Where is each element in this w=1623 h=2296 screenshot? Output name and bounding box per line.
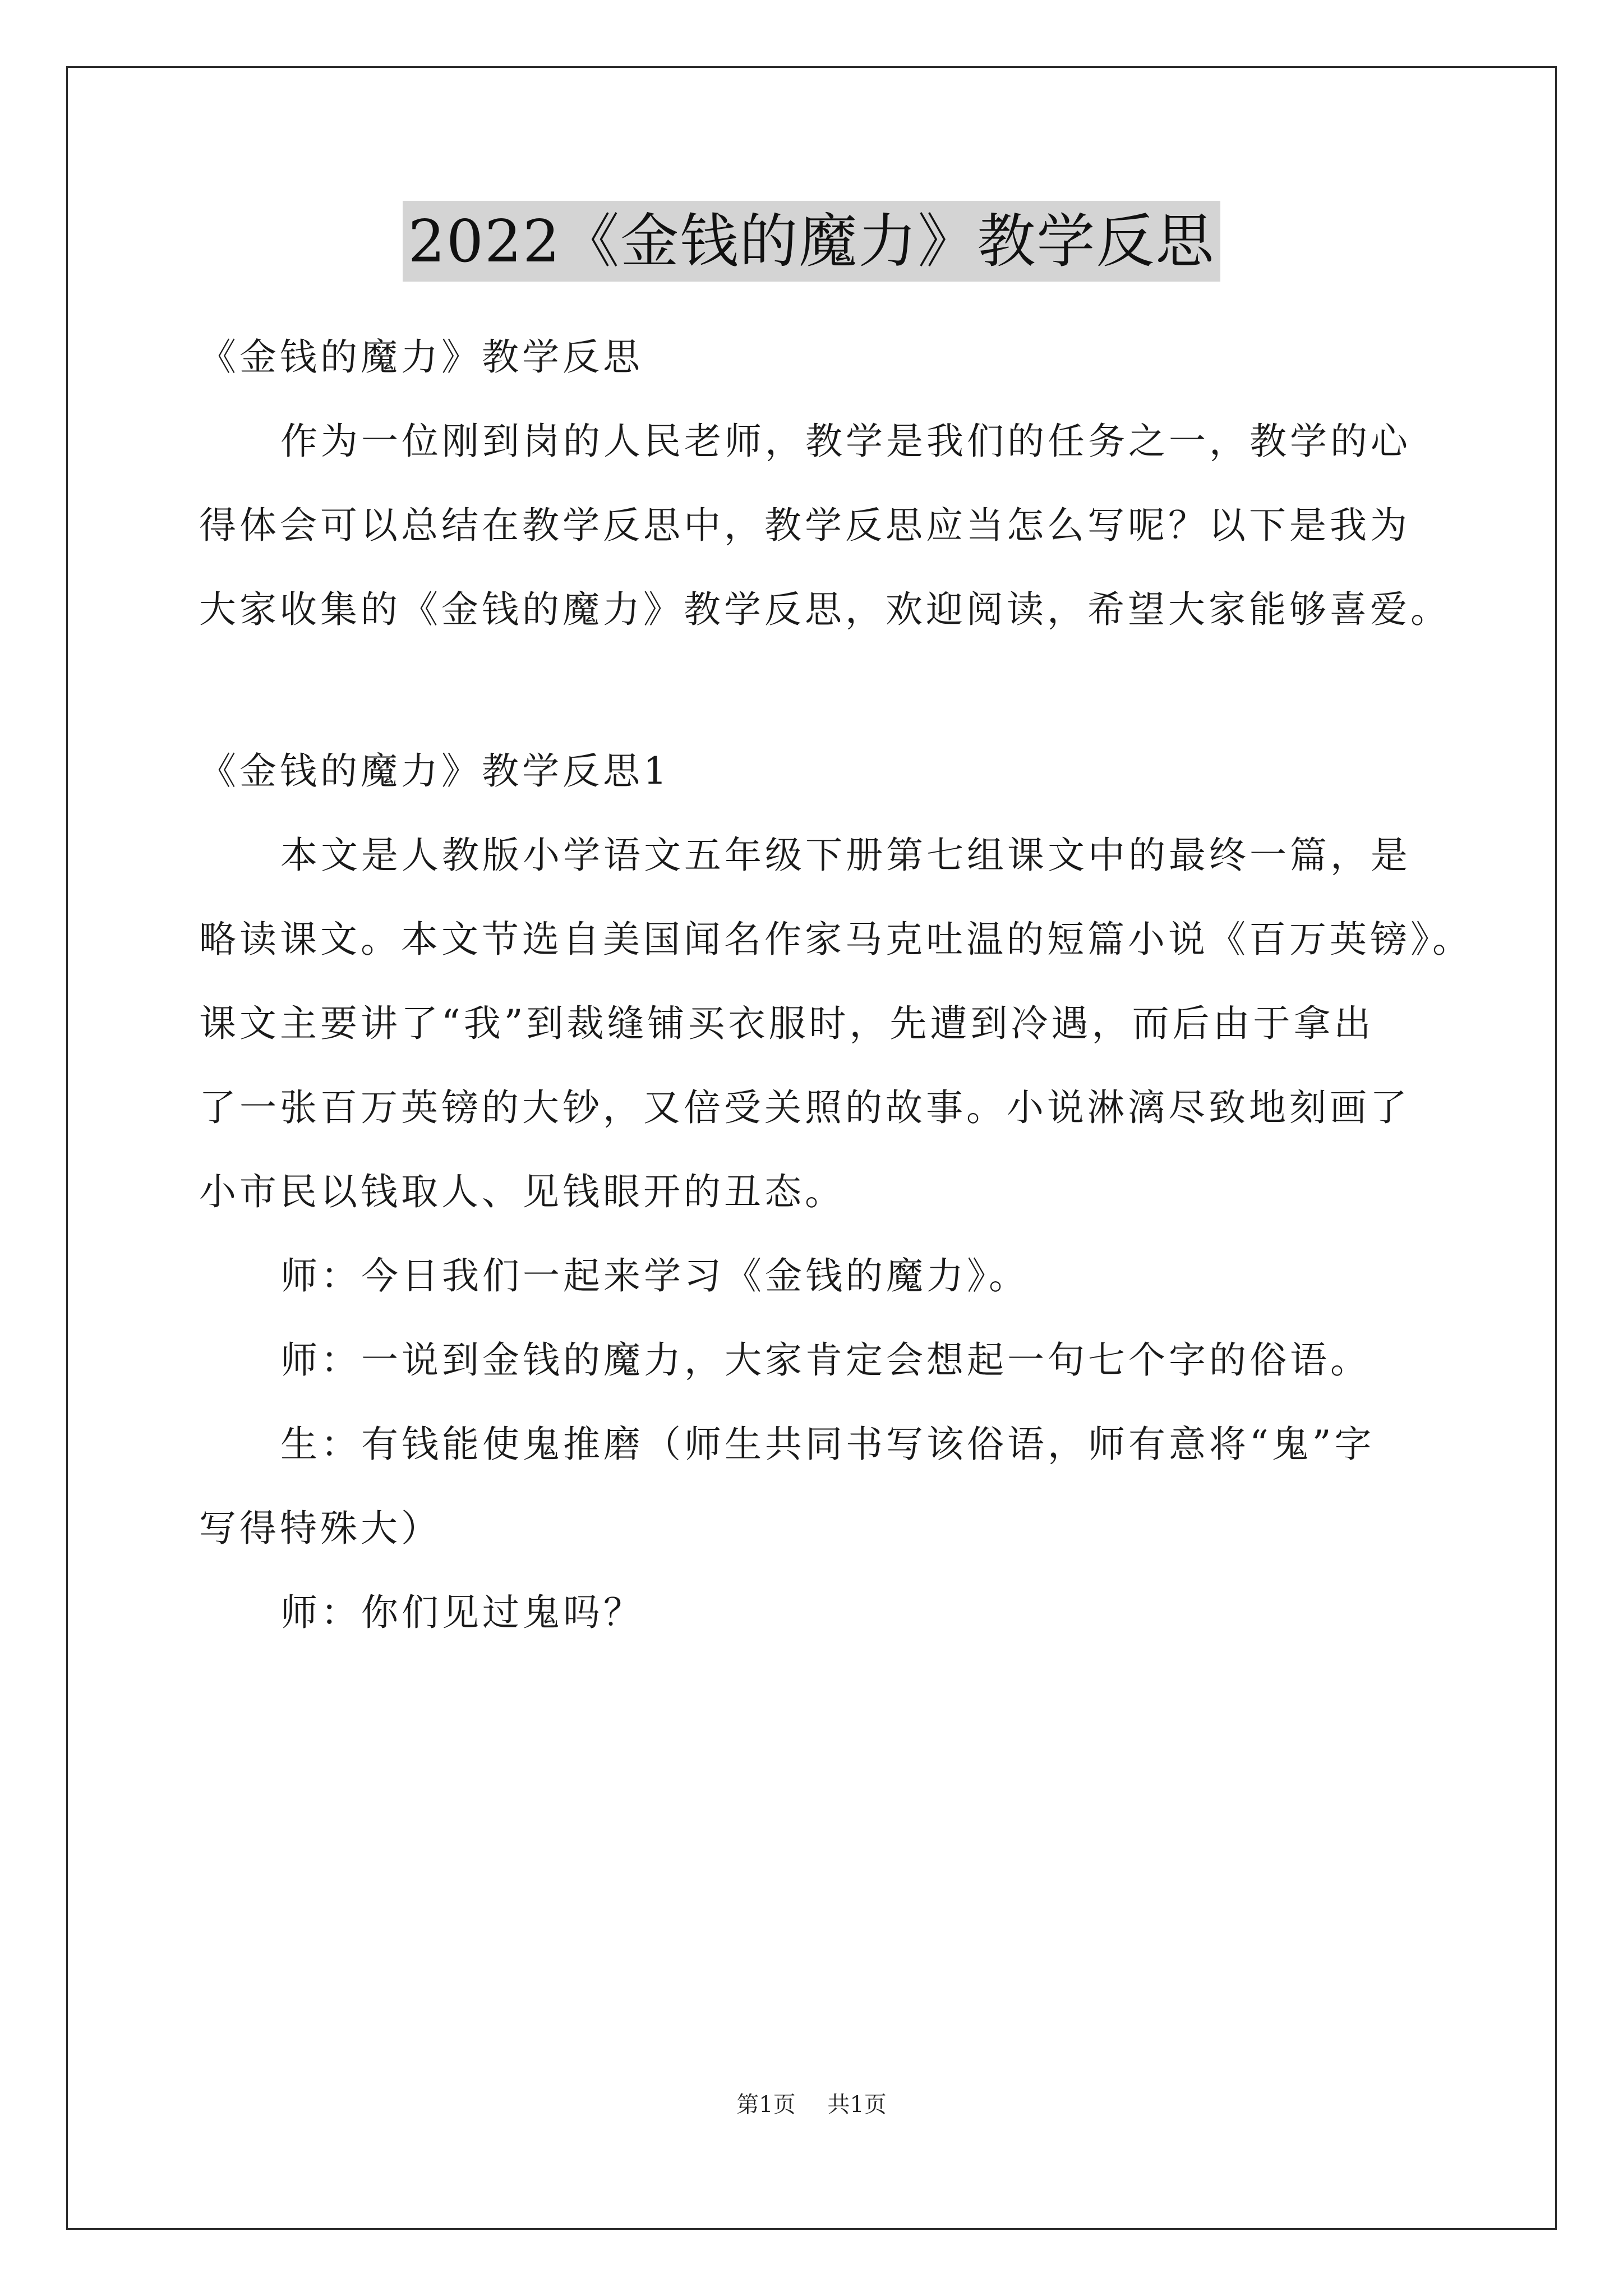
paragraph-line: 作为一位刚到岗的人民老师，教学是我们的任务之一，教学的心 [280, 420, 1411, 463]
dialogue-line: 师：一说到金钱的魔力，大家肯定会想起一句七个字的俗语。 [280, 1338, 1371, 1382]
paragraph-line: 略读课文。本文节选自美国闻名作家马克吐温的短篇小说《百万英镑》。 [199, 918, 1473, 961]
spacer [199, 652, 1450, 729]
paragraph-line: 课文主要讲了“我”到裁缝铺买衣服时，先遭到冷遇，而后由于拿出 [199, 1002, 1375, 1045]
dialogue-line: 师：你们见过鬼吗？ [280, 1591, 644, 1634]
title-container [0, 201, 1623, 282]
page-number: 第1页 [736, 2092, 796, 2118]
paragraph-line: 了一张百万英镑的大钞，又倍受关照的故事。小说淋漓尽致地刻画了 [199, 1086, 1410, 1129]
section-heading: 《金钱的魔力》教学反思 [199, 335, 643, 379]
page-footer [0, 2087, 1623, 2119]
paragraph-line: 得体会可以总结在教学反思中，教学反思应当怎么写呢？以下是我为 [199, 504, 1410, 547]
paragraph-line: 本文是人教版小学语文五年级下册第七组课文中的最终一篇，是 [280, 834, 1411, 877]
dialogue-line: 师：今日我们一起来学习《金钱的魔力》。 [280, 1254, 1029, 1297]
dialogue-line: 写得特殊大） [199, 1507, 441, 1550]
section-heading: 《金钱的魔力》教学反思1 [199, 749, 670, 793]
dialogue-line: 生：有钱能使鬼推磨（师生共同书写该俗语，师有意将“鬼”字 [280, 1423, 1375, 1466]
document-title: 2022《金钱的魔力》教学反思 [403, 201, 1221, 282]
document-body [199, 315, 1473, 1655]
paragraph-line: 大家收集的《金钱的魔力》教学反思，欢迎阅读，希望大家能够喜爱。 [199, 588, 1451, 631]
paragraph-line: 小市民以钱取人、见钱眼开的丑态。 [199, 1170, 845, 1213]
page-total: 共1页 [827, 2092, 887, 2118]
